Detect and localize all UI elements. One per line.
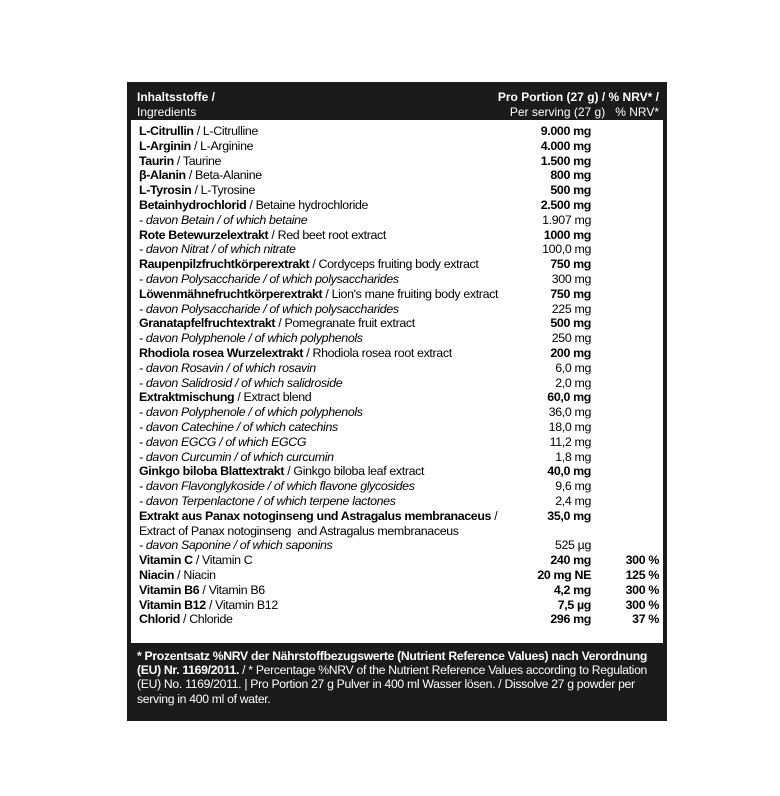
ingredient-name-de: L-Tyrosin: [139, 183, 192, 198]
table-row: [139, 139, 659, 154]
footnote-nrv-en: / * Percentage %NRV of the Nutrient Reference Values according to Regulation (EU) No. 1169/2011. | Pro Portion 27 g Pulver in 400 ml Wasser lösen. / Dissolve 27 g powder per serving in 400 ml of water.: [137, 663, 648, 706]
ingredient-name: [139, 228, 386, 243]
table-row: [139, 509, 659, 524]
ingredient-amount: 800 mg: [550, 168, 591, 183]
ingredient-name-en: Extract of Panax notoginseng and Astragalus membranaceus: [139, 523, 459, 538]
footnote: [137, 649, 659, 706]
ingredient-amount: 9,6 mg: [555, 479, 591, 494]
ingredient-name-en: - davon EGCG / of which EGCG: [139, 434, 307, 449]
ingredient-name-de: Vitamin B6: [139, 582, 200, 597]
ingredient-name: [139, 435, 306, 450]
table-row: [139, 553, 659, 568]
ingredient-name: [139, 376, 342, 391]
ingredient-name: [139, 598, 278, 613]
ingredients-table: [131, 120, 663, 643]
ingredient-amount: 500 mg: [550, 183, 591, 198]
ingredient-name-en: / Rhodiola rosea root extract: [303, 345, 452, 360]
ingredient-name-en: / L-Tyrosine: [191, 183, 256, 198]
ingredient-name-en: - davon Terpenlactone / of which terpene lactones: [139, 493, 396, 508]
ingredient-amount: 60,0 mg: [547, 390, 591, 405]
ingredient-name: [139, 272, 399, 287]
table-row: [139, 213, 659, 228]
ingredient-name: [139, 242, 296, 257]
ingredient-name-en: / Niacin: [174, 567, 216, 582]
table-row: [139, 583, 659, 598]
footnote-nrv-de: * Prozentsatz %NRV der Nährstoffbezugswerte (Nutrient Reference Values) nach Verordnung (EU) Nr. 1169/2011.: [137, 649, 648, 678]
ingredient-name-en: / Beta-Alanine: [185, 168, 262, 183]
ingredient-name: [139, 464, 424, 479]
ingredient-name: [139, 390, 311, 405]
ingredient-name: [139, 139, 253, 154]
ingredient-name-en: - davon Curcumin / of which curcumin: [139, 449, 334, 464]
ingredient-name: [139, 302, 399, 317]
ingredient-nrv: 300 %: [625, 553, 659, 568]
table-row: [139, 538, 659, 553]
ingredient-name-en: - davon Catechine / of which catechins: [139, 419, 338, 434]
ingredient-amount: 7,5 µg: [557, 597, 591, 612]
ingredient-name: [139, 479, 415, 494]
table-row: [139, 183, 659, 198]
ingredient-name-de: Taurin: [139, 153, 174, 168]
ingredient-name-en: / Chloride: [179, 612, 233, 627]
table-row: [139, 198, 659, 213]
ingredient-amount: 11,2 mg: [549, 434, 591, 449]
ingredient-name-en: - davon Rosavin / of which rosavin: [139, 360, 316, 375]
table-row: [139, 331, 659, 346]
table-row: [139, 494, 659, 509]
ingredient-amount: 1.907 mg: [542, 212, 591, 227]
ingredient-amount: 300 mg: [551, 271, 591, 286]
ingredient-amount: 500 mg: [550, 316, 591, 331]
ingredient-name-de: Extraktmischung: [139, 390, 235, 405]
ingredient-amount: 9.000 mg: [540, 124, 591, 138]
table-row: [139, 420, 659, 435]
ingredient-name: [139, 568, 216, 583]
ingredient-name-en: / Ginkgo biloba leaf extract: [284, 464, 425, 479]
ingredient-name-en: / Taurine: [173, 153, 222, 168]
header-per-serving-en: Per serving (27 g) % NRV*: [509, 105, 659, 119]
ingredient-name-en: / Vitamin C: [192, 553, 253, 568]
ingredient-name-en: - davon Nitrat / of which nitrate: [139, 242, 296, 257]
ingredient-name-de: L-Citrullin: [139, 124, 194, 138]
table-row: [139, 479, 659, 494]
table-row: [139, 390, 659, 405]
ingredient-name-en: - davon Polysaccharide / of which polysaccharides: [139, 271, 399, 286]
ingredient-amount: 1000 mg: [543, 227, 591, 242]
ingredient-name: [139, 316, 415, 331]
table-row: [139, 316, 659, 331]
header-ingredients: [137, 90, 215, 120]
ingredient-name-en: / Cordyceps fruiting body extract: [309, 257, 479, 272]
ingredient-name: [139, 183, 255, 198]
ingredient-nrv: 300 %: [625, 582, 659, 597]
ingredient-name-en: - davon Polyphenole / of which polyphenols: [139, 405, 363, 420]
ingredient-amount: 36,0 mg: [548, 405, 591, 420]
table-row: [139, 154, 659, 169]
table-row: [139, 302, 659, 317]
ingredient-name: [139, 450, 334, 465]
ingredient-amount: 20 mg NE: [537, 567, 591, 582]
header-ingredients-de: Inhaltsstoffe /: [137, 90, 216, 104]
ingredient-name: [139, 494, 396, 509]
ingredient-name: [139, 361, 316, 376]
ingredient-name-en: / Red beet root extract: [268, 227, 386, 242]
table-row: [139, 435, 659, 450]
ingredient-name-en: - davon Betain / of which betaine: [139, 212, 308, 227]
ingredient-name-de: Chlorid: [139, 612, 180, 627]
table-row: [139, 168, 659, 183]
ingredient-name-de: Rote Betewurzelextrakt: [139, 227, 269, 242]
ingredient-name-de: β-Alanin: [139, 168, 186, 183]
ingredient-name: [139, 287, 498, 302]
ingredient-name-de: Ginkgo biloba Blattextrakt: [139, 464, 285, 479]
ingredient-amount: 200 mg: [550, 345, 591, 360]
nutrition-label-panel: [127, 82, 667, 721]
ingredient-amount: 240 mg: [550, 553, 591, 568]
ingredient-name-de: Niacin: [139, 567, 175, 582]
ingredient-name: [139, 405, 363, 420]
ingredient-amount: 40,0 mg: [547, 464, 591, 479]
ingredient-amount: 750 mg: [550, 286, 591, 301]
ingredient-amount: 2,0 mg: [555, 375, 591, 390]
ingredient-name-en: / L-Citrulline: [193, 124, 258, 138]
ingredient-name-en: / Betaine hydrochloride: [246, 197, 369, 212]
ingredient-name-en: / Lion's mane fruiting body extract: [322, 286, 499, 301]
table-row: [139, 124, 659, 139]
table-row: [139, 612, 659, 627]
ingredient-name-de: Granatapfelfruchtextrakt: [139, 316, 276, 331]
header-per-serving: [498, 90, 659, 120]
ingredient-name: [139, 198, 368, 213]
header-per-serving-de: Pro Portion (27 g) / % NRV* /: [497, 90, 659, 104]
ingredient-name-en: / L-Arginine: [190, 138, 254, 153]
ingredient-name: [139, 553, 252, 568]
ingredient-name: [139, 257, 478, 272]
ingredient-amount: 6,0 mg: [555, 360, 591, 375]
ingredient-name-en: / Extract blend: [234, 390, 312, 405]
ingredient-name-en: - davon Saponine / of which saponins: [139, 538, 333, 553]
ingredient-name: [139, 346, 452, 361]
ingredient-name-en: / Vitamin B6: [199, 582, 265, 597]
table-row: [139, 257, 659, 272]
ingredient-amount: 525 µg: [554, 538, 591, 553]
ingredient-name-en: - davon Polyphenole / of which polyphenols: [139, 331, 363, 346]
ingredient-name-en: / Pomegranate fruit extract: [275, 316, 415, 331]
ingredient-name-en: /: [491, 508, 498, 523]
ingredient-nrv: 37 %: [632, 612, 659, 627]
table-row: [139, 524, 659, 539]
ingredient-name: [139, 509, 497, 524]
table-row: [139, 242, 659, 257]
ingredient-amount: 4,2 mg: [553, 582, 591, 597]
ingredient-rows: [139, 124, 659, 627]
ingredient-amount: 250 mg: [551, 331, 591, 346]
ingredient-name-de: Löwenmähnefruchtkörperextrakt: [139, 286, 323, 301]
ingredient-name-en: / Vitamin B12: [205, 597, 278, 612]
ingredient-nrv: 300 %: [625, 597, 659, 612]
ingredient-name: [139, 420, 338, 435]
ingredient-amount: 35,0 mg: [547, 508, 591, 523]
table-row: [139, 376, 659, 391]
ingredient-name-en: - davon Polysaccharide / of which polysaccharides: [139, 301, 399, 316]
table-row: [139, 272, 659, 287]
ingredient-name: [139, 168, 262, 183]
ingredient-name-en: - davon Salidrosid / of which salidroside: [139, 375, 343, 390]
ingredient-name: [139, 331, 363, 346]
ingredient-name-de: Betainhydrochlorid: [139, 197, 247, 212]
ingredient-amount: 1.500 mg: [540, 153, 591, 168]
ingredient-name-de: Rhodiola rosea Wurzelextrakt: [139, 345, 304, 360]
table-row: [139, 287, 659, 302]
ingredient-name-de: Raupenpilzfruchtkörperextrakt: [139, 257, 310, 272]
table-row: [139, 405, 659, 420]
table-row: [139, 228, 659, 243]
ingredient-name-de: Vitamin B12: [139, 597, 206, 612]
table-row: [139, 450, 659, 465]
table-row: [139, 598, 659, 613]
ingredient-amount: 1,8 mg: [555, 449, 591, 464]
ingredient-amount: 18,0 mg: [548, 419, 591, 434]
ingredient-name-en: - davon Flavonglykoside / of which flavone glycosides: [139, 479, 415, 494]
ingredient-name-de: L-Arginin: [139, 138, 191, 153]
ingredient-name: [139, 612, 233, 627]
ingredient-amount: 2.500 mg: [540, 197, 591, 212]
ingredient-name: [139, 154, 221, 169]
ingredient-name-de: Extrakt aus Panax notoginseng und Astragalus membranaceus: [139, 508, 492, 523]
ingredient-amount: 750 mg: [550, 257, 591, 272]
ingredient-amount: 100,0 mg: [542, 242, 591, 257]
ingredient-name: [139, 124, 258, 139]
table-row: [139, 361, 659, 376]
header-ingredients-en: Ingredients: [137, 105, 197, 119]
table-row: [139, 464, 659, 479]
ingredient-amount: 225 mg: [551, 301, 591, 316]
table-row: [139, 568, 659, 583]
ingredient-amount: 296 mg: [550, 612, 591, 627]
ingredient-name: [139, 583, 265, 598]
ingredient-name: [139, 524, 459, 539]
ingredient-amount: 4.000 mg: [540, 138, 591, 153]
table-header: [137, 90, 659, 122]
ingredient-name-de: Vitamin C: [139, 553, 193, 568]
table-row: [139, 346, 659, 361]
ingredient-name: [139, 538, 332, 553]
ingredient-nrv: 125 %: [625, 567, 659, 582]
ingredient-name: [139, 213, 307, 228]
ingredient-amount: 2,4 mg: [555, 493, 591, 508]
